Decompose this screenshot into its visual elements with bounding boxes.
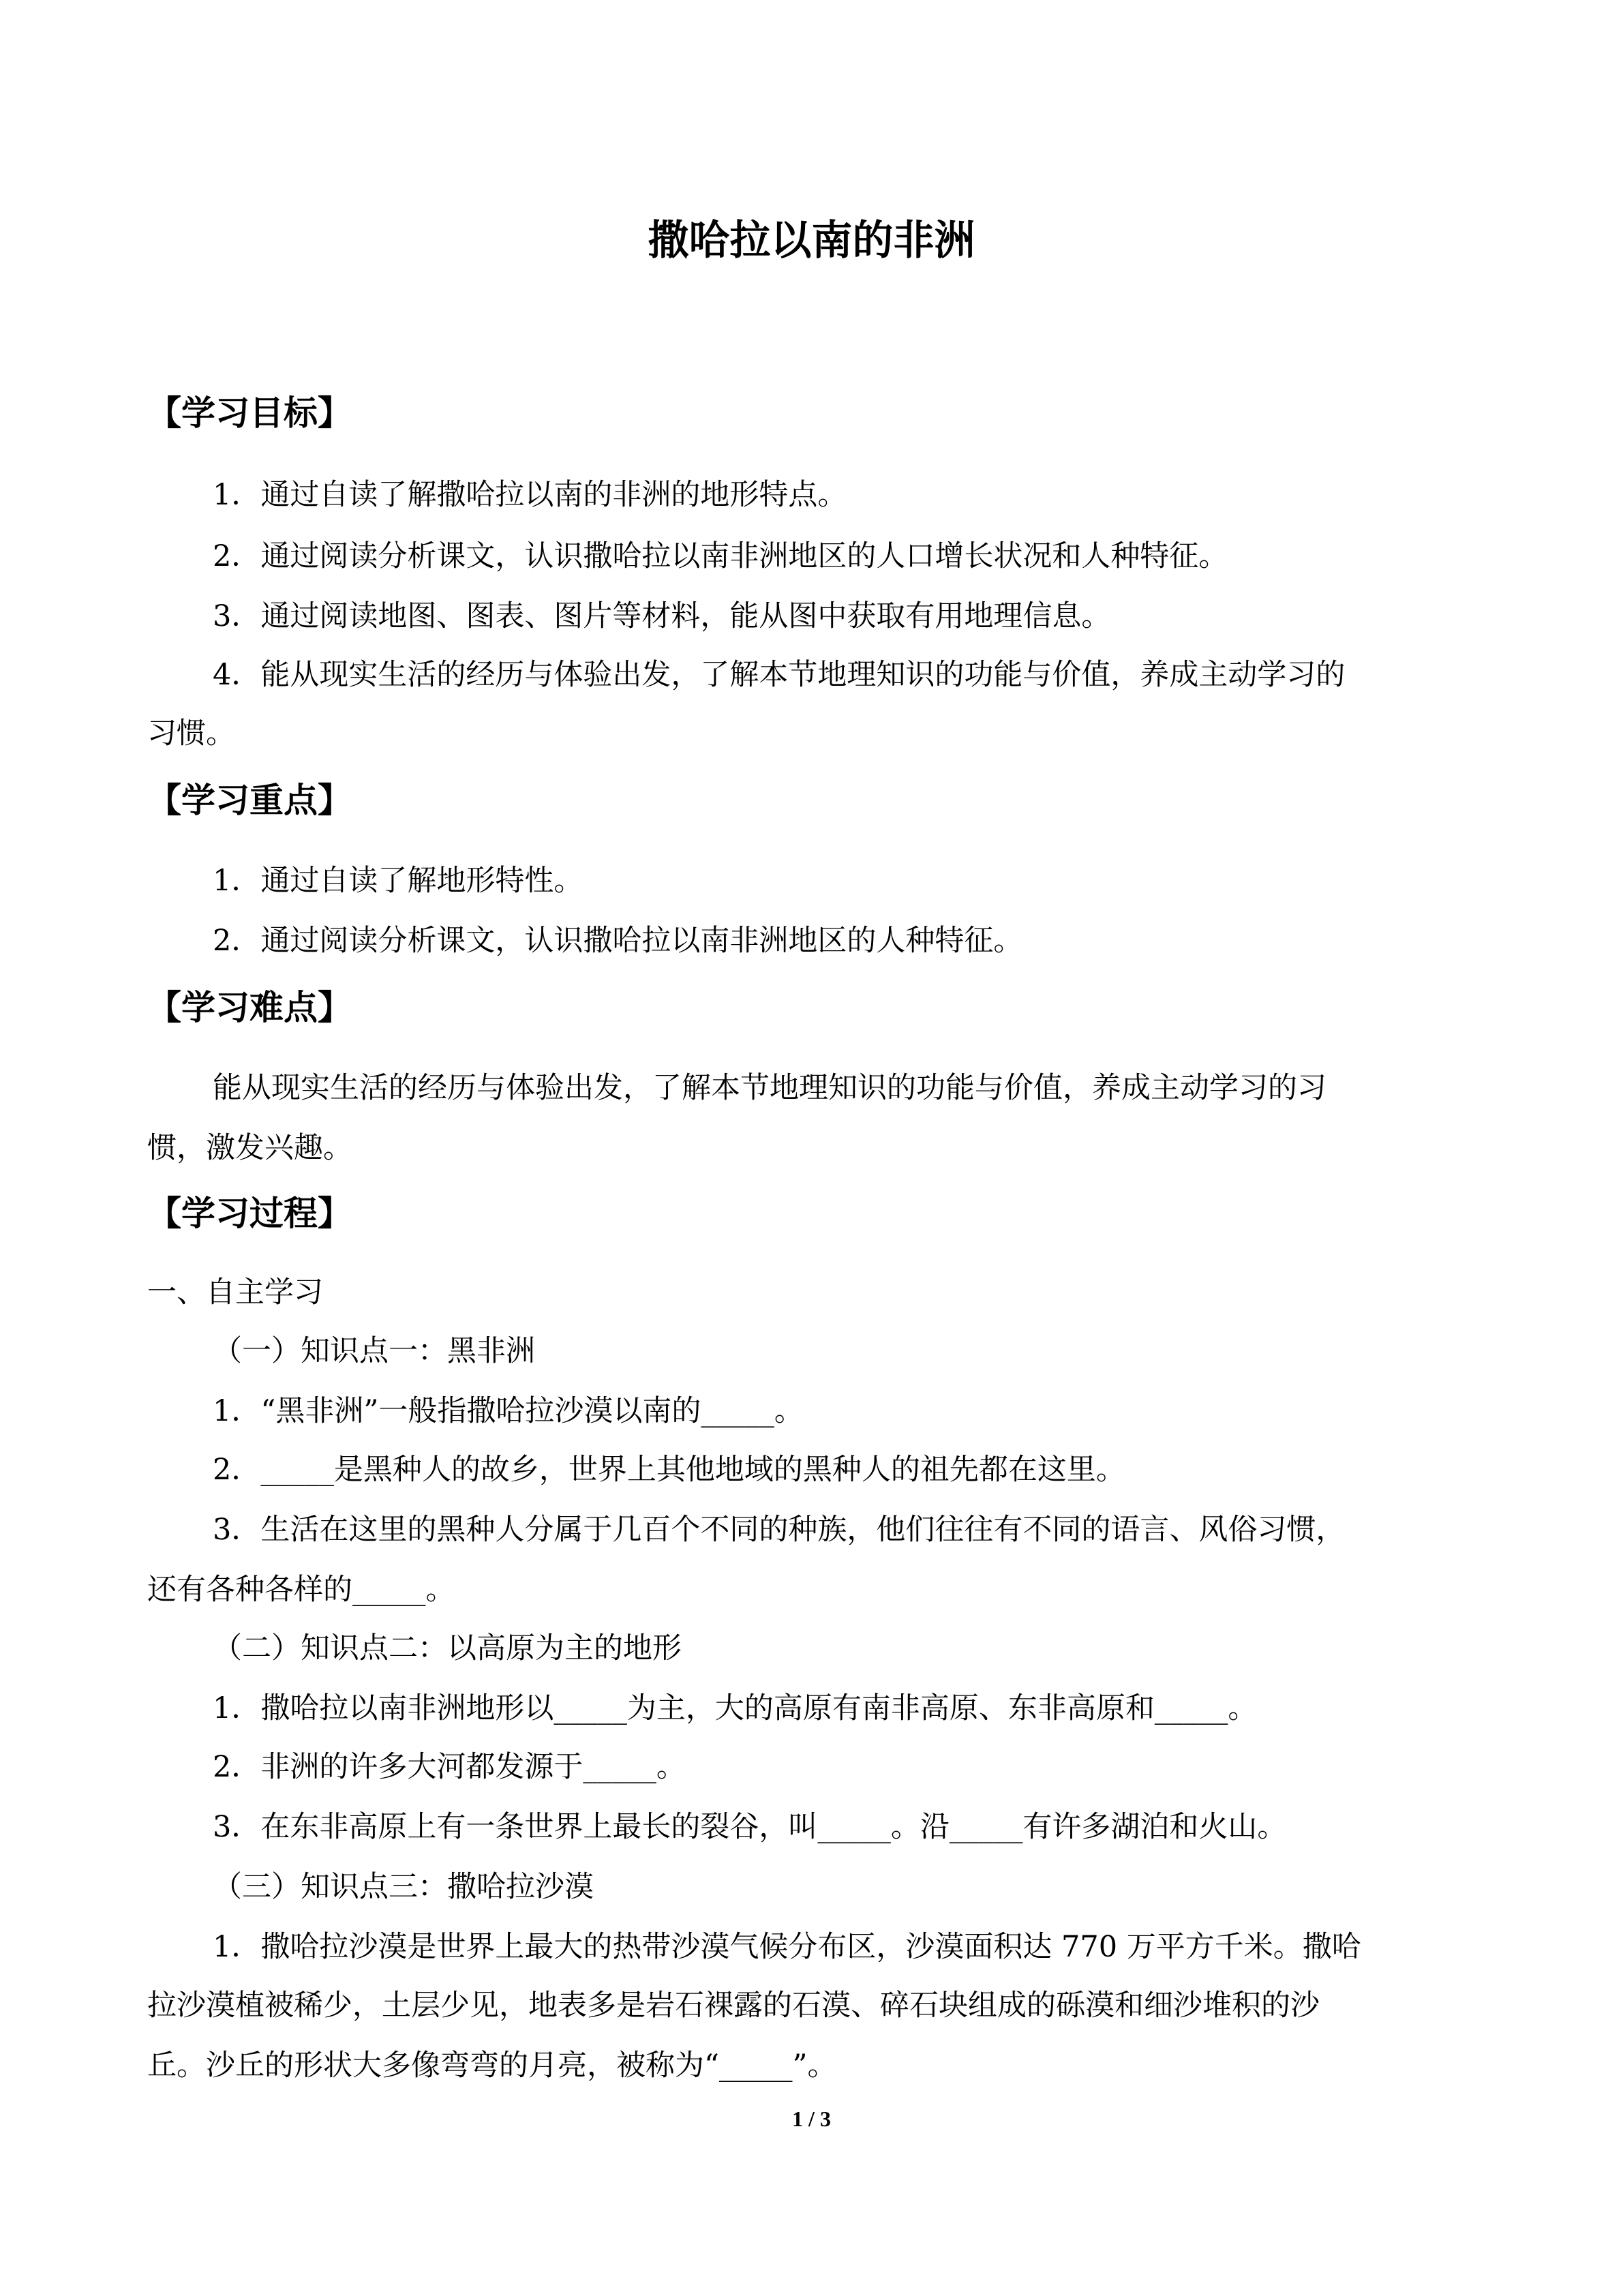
knowledge-point-3-item-1: 1．撒哈拉沙漠是世界上最大的热带沙漠气候分布区，沙漠面积达 770 万平方千米。撒哈 (213, 1930, 1361, 1964)
key-points-heading: 【学习重点】 (147, 781, 352, 820)
objective-item-3: 3．通过阅读地图、图表、图片等材料，能从图中获取有用地理信息。 (213, 599, 1111, 633)
knowledge-point-3-title: （三）知识点三：撒哈拉沙漠 (213, 1870, 594, 1904)
knowledge-point-1-title: （一）知识点一：黑非洲 (213, 1334, 535, 1368)
knowledge-point-3-item-1-line-2: 拉沙漠植被稀少，土层少见，地表多是岩石裸露的石漠、碎石块组成的砾漠和细沙堆积的沙 (147, 1989, 1320, 2023)
knowledge-point-2-item-3: 3．在东非高原上有一条世界上最长的裂谷，叫_____。沿_____有许多湖泊和火山。 (213, 1810, 1287, 1844)
objective-item-2: 2．通过阅读分析课文，认识撒哈拉以南非洲地区的人口增长状况和人种特征。 (213, 539, 1228, 573)
objective-item-4-continued: 习惯。 (147, 716, 235, 751)
key-point-item-1: 1．通过自读了解地形特性。 (213, 864, 583, 898)
knowledge-point-1-item-3: 3．生活在这里的黑种人分属于几百个不同的种族，他们往往有不同的语言、风俗习惯， (213, 1513, 1346, 1547)
section-self-study: 一、自主学习 (147, 1275, 323, 1310)
knowledge-point-1-item-1: 1．“黑非洲”一般指撒哈拉沙漠以南的_____。 (213, 1394, 804, 1428)
process-heading: 【学习过程】 (147, 1194, 352, 1233)
difficulties-text-continued: 惯，激发兴趣。 (147, 1131, 352, 1165)
knowledge-point-1-item-2: 2．_____是黑种人的故乡，世界上其他地域的黑种人的祖先都在这里。 (213, 1453, 1125, 1487)
difficulties-text: 能从现实生活的经历与体验出发，了解本节地理知识的功能与价值，养成主动学习的习 (213, 1071, 1326, 1105)
knowledge-point-2-title: （二）知识点二：以高原为主的地形 (213, 1631, 682, 1665)
objectives-heading: 【学习目标】 (147, 393, 352, 433)
knowledge-point-2-item-1: 1．撒哈拉以南非洲地形以_____为主，大的高原有南非高原、东非高原和_____。 (213, 1691, 1258, 1725)
knowledge-point-1-item-3-continued: 还有各种各样的_____。 (147, 1573, 455, 1607)
key-point-item-2: 2．通过阅读分析课文，认识撒哈拉以南非洲地区的人种特征。 (213, 924, 1023, 958)
difficulties-heading: 【学习难点】 (147, 988, 352, 1027)
page-number: 1 / 3 (792, 2106, 831, 2131)
knowledge-point-2-item-2: 2．非洲的许多大河都发源于_____。 (213, 1750, 686, 1784)
objective-item-1: 1．通过自读了解撒哈拉以南的非洲的地形特点。 (213, 478, 847, 512)
knowledge-point-3-item-1-line-3: 丘。沙丘的形状大多像弯弯的月亮，被称为“_____”。 (147, 2049, 837, 2083)
objective-item-4: 4．能从现实生活的经历与体验出发，了解本节地理知识的功能与价值，养成主动学习的 (213, 658, 1346, 692)
document-title: 撒哈拉以南的非洲 (648, 217, 975, 265)
